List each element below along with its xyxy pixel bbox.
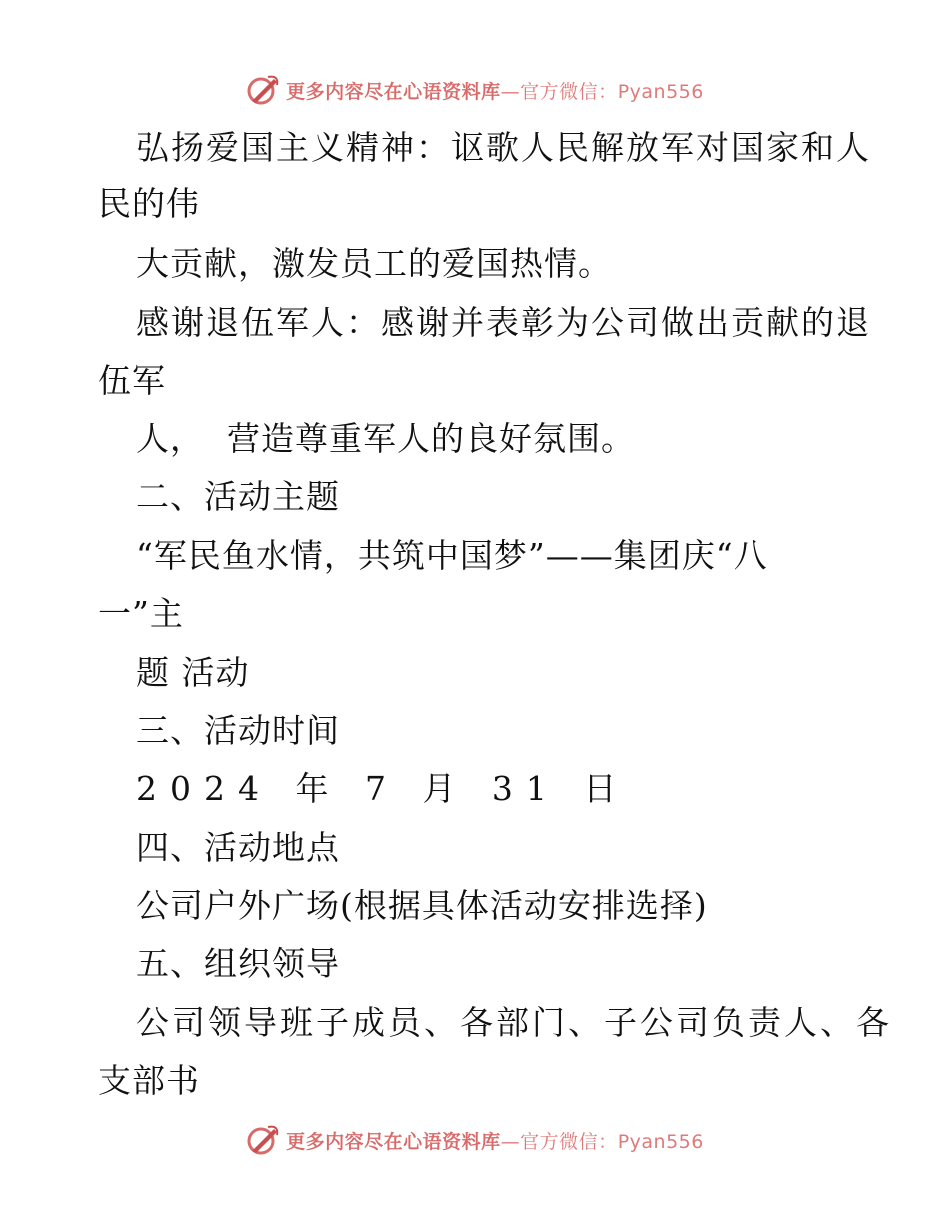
watermark-text	[286, 1127, 704, 1154]
quill-logo-icon	[246, 73, 280, 107]
body-line: 2024 年 7 月 31 日	[136, 769, 630, 808]
body-line: 弘扬爱国主义精神：讴歌人民解放军对国家和人	[136, 128, 871, 167]
body-line: “军民鱼水情，共筑中国梦”——集团庆“八	[136, 536, 768, 575]
watermark-site-text: 更多内容尽在心语资料库	[286, 1130, 501, 1153]
watermark-wechat-id: Pyan556	[617, 80, 704, 103]
watermark-site-text: 更多内容尽在心语资料库	[286, 80, 501, 103]
section-heading: 五、组织领导	[136, 944, 340, 983]
body-line: 大贡献，激发员工的爱国热情。	[136, 244, 612, 283]
body-line: 人， 营造尊重军人的良好氛围。	[136, 419, 635, 458]
section-heading: 四、活动地点	[136, 828, 340, 867]
body-line: 题 活动	[136, 653, 250, 692]
section-heading: 三、活动时间	[136, 711, 340, 750]
header-watermark	[0, 70, 950, 110]
body-line: 一”主	[98, 594, 184, 633]
footer-watermark	[0, 1120, 950, 1160]
section-heading: 二、活动主题	[136, 477, 340, 516]
watermark-wechat-label: 官方微信：	[520, 1130, 618, 1153]
quill-logo-icon	[246, 1123, 280, 1157]
body-line: 支部书	[98, 1061, 200, 1100]
watermark-separator: —	[500, 1130, 521, 1153]
body-line: 公司户外广场(根据具体活动安排选择)	[136, 886, 708, 925]
watermark-wechat-id: Pyan556	[617, 1130, 704, 1153]
watermark-text	[286, 77, 704, 104]
watermark-separator: —	[500, 80, 521, 103]
body-line: 感谢退伍军人：感谢并表彰为公司做出贡献的退	[136, 303, 871, 342]
body-line: 公司领导班子成员、各部门、子公司负责人、各	[136, 1003, 892, 1042]
body-line: 民的伟	[98, 184, 200, 223]
watermark-wechat-label: 官方微信：	[520, 80, 618, 103]
body-line: 伍军	[98, 361, 166, 400]
